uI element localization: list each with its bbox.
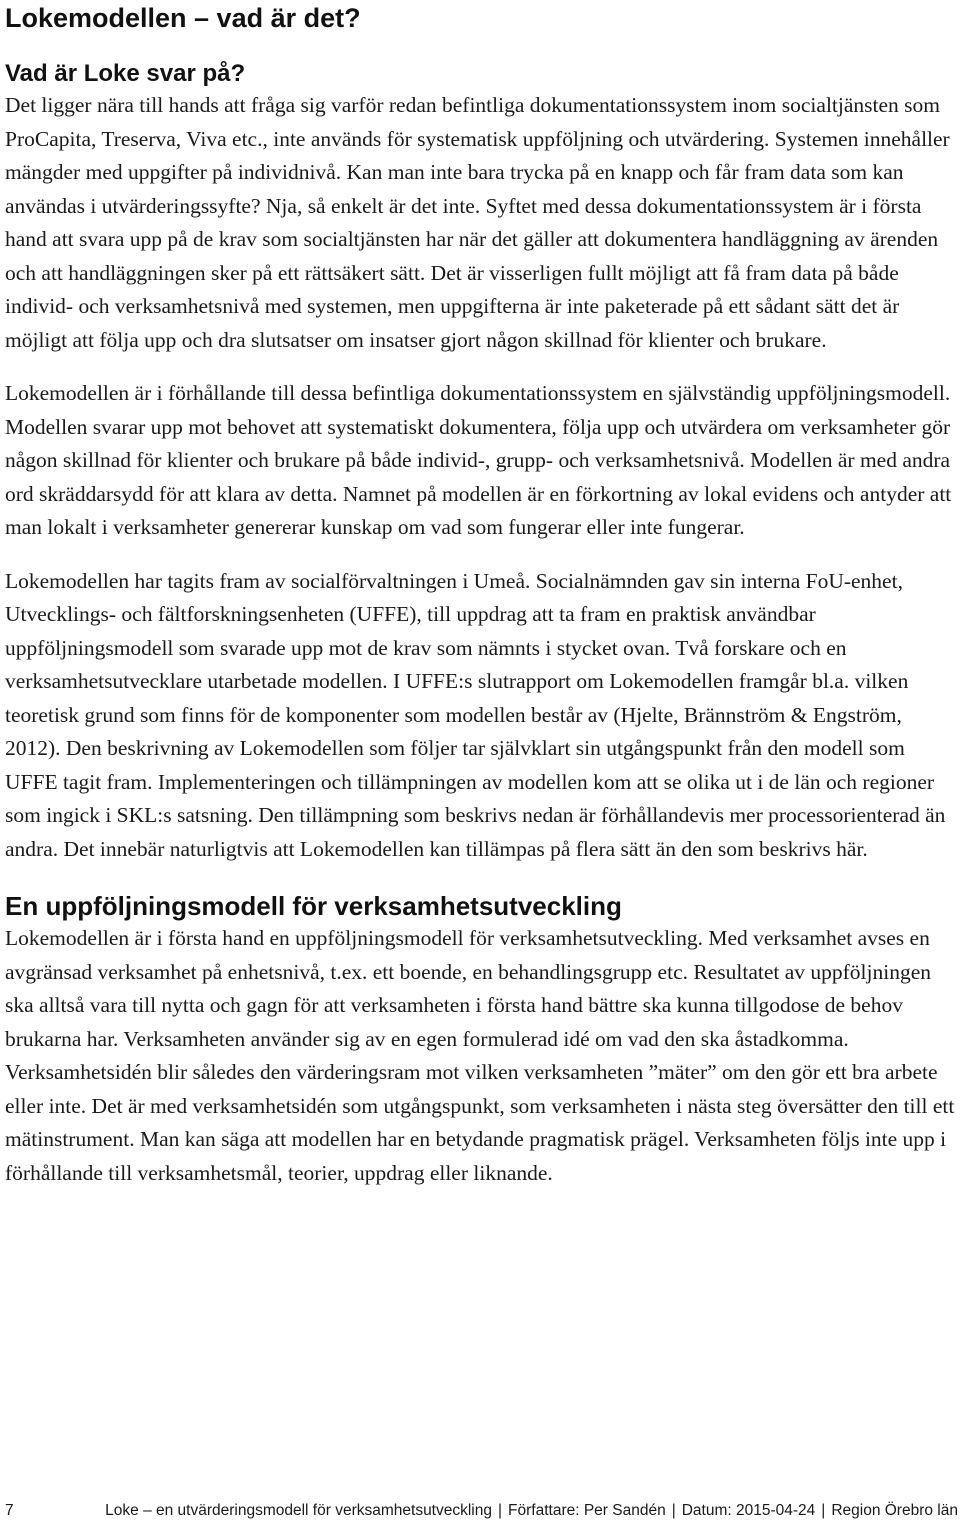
footer-organization: Region Örebro län <box>831 1502 958 1519</box>
section-heading-loke-svar: Vad är Loke svar på? <box>5 60 246 87</box>
page-footer <box>5 1500 960 1522</box>
paragraph: Lokemodellen har tagits fram av socialförvaltningen i Umeå. Socialnämnden gav sin interna FoU-enhet, Utvecklings- och fältforskningsenheten (UFFE), till uppdrag att ta fram en praktisk användbar uppföljningsmodell som svarade upp mot de krav som nämnts i stycket ovan. Två forskare och en verksamhetsutvecklare utarbetade modellen. I UFFE:s slutrapport om Lokemodellen framgår bl.a. vilken teoretisk grund som finns för de komponenter som modellen består av (Hjelte, Brännström & Engström, 2012). Den beskrivning av Lokemodellen som följer tar självklart sin utgångspunkt från den modell som UFFE tagit fram. Implementeringen och tillämpningen av modellen kom att se olika ut i de län och regioner som ingick i SKL:s satsning. Den tillämpning som beskrivs nedan är förhållandevis mer processorienterad än andra. Det innebär naturligtvis att Lokemodellen kan tillämpas på flera sätt än den som beskrivs här. <box>5 568 946 861</box>
paragraph: Lokemodellen är i första hand en uppföljningsmodell för verksamhetsutveckling. Med verksamhet avses en avgränsad verksamhet på enhetsnivå, t.ex. ett boende, en behandlingsgrupp etc. Resultatet av uppföljningen ska alltså vara till nytta och gagn för att verksamheten i första hand bättre ska kunna tillgodose de behov brukarna har. Verksamheten använder sig av en egen formulerad idé om vad den ska åstadkomma. Verksamhetsidén blir således den värderingsram mot vilken verksamheten ”mäter” om den gör ett bra arbete eller inte. Det är med verksamhetsidén som utgångspunkt, som verksamheten i nästa steg översätter den till ett mätinstrument. Man kan säga att modellen har en betydande pragmatisk prägel. Verksamheten följs inte upp i förhållande till verksamhetsmål, teorier, uppdrag eller liknande. <box>5 926 955 1185</box>
footer-separator: | <box>671 1502 676 1519</box>
paragraph: Lokemodellen är i förhållande till dessa befintliga dokumentationssystem en självständig uppföljningsmodell. Modellen svarar upp mot behovet att systematiskt dokumentera, följa upp och utvärdera om verksamheter gör någon skillnad för klienter och brukare på både individ-, grupp- och verksamhetsnivå. Modellen är med andra ord skräddarsydd för att klara av detta. Namnet på modellen är en förkortning av lokal evidens och antyder att man lokalt i verksamheter genererar kunskap om vad som fungerar eller inte fungerar. <box>5 381 952 539</box>
paragraph: Det ligger nära till hands att fråga sig varför redan befintliga dokumentationssystem inom socialtjänsten som ProCapita, Treserva, Viva etc., inte används för systematisk uppföljning och utvärdering. Systemen innehåller mängder med uppgifter på individnivå. Kan man inte bara trycka på en knapp och får fram data som kan användas i utvärderingssyfte? Nja, så enkelt är det inte. Syftet med dessa dokumentationssystem är i första hand att svara upp på de krav som socialtjänsten har när det gäller att dokumentera handläggning av ärenden och att handläggningen sker på ett rättsäkert sätt. Det är visserligen fullt möjligt att få fram data på både individ- och verksamhetsnivå med systemen, men uppgifterna är inte paketerade på ett sådant sätt det är möjligt att följa upp och dra slutsatser om insatser gjort någon skillnad för klienter och brukare. <box>5 93 950 352</box>
document-page <box>5 0 955 1190</box>
footer-author: Författare: Per Sandén <box>508 1502 666 1519</box>
footer-doc-title: Loke – en utvärderingsmodell för verksamhetsutveckling <box>105 1502 492 1519</box>
page-number: 7 <box>5 1502 14 1519</box>
footer-meta <box>105 1500 958 1522</box>
page-title: Lokemodellen – vad är det? <box>5 3 361 33</box>
footer-separator: | <box>821 1502 826 1519</box>
footer-separator: | <box>498 1502 503 1519</box>
section-heading-uppfoljningsmodell: En uppföljningsmodell för verksamhetsutveckling <box>5 891 622 921</box>
footer-date: Datum: 2015-04-24 <box>681 1502 816 1519</box>
